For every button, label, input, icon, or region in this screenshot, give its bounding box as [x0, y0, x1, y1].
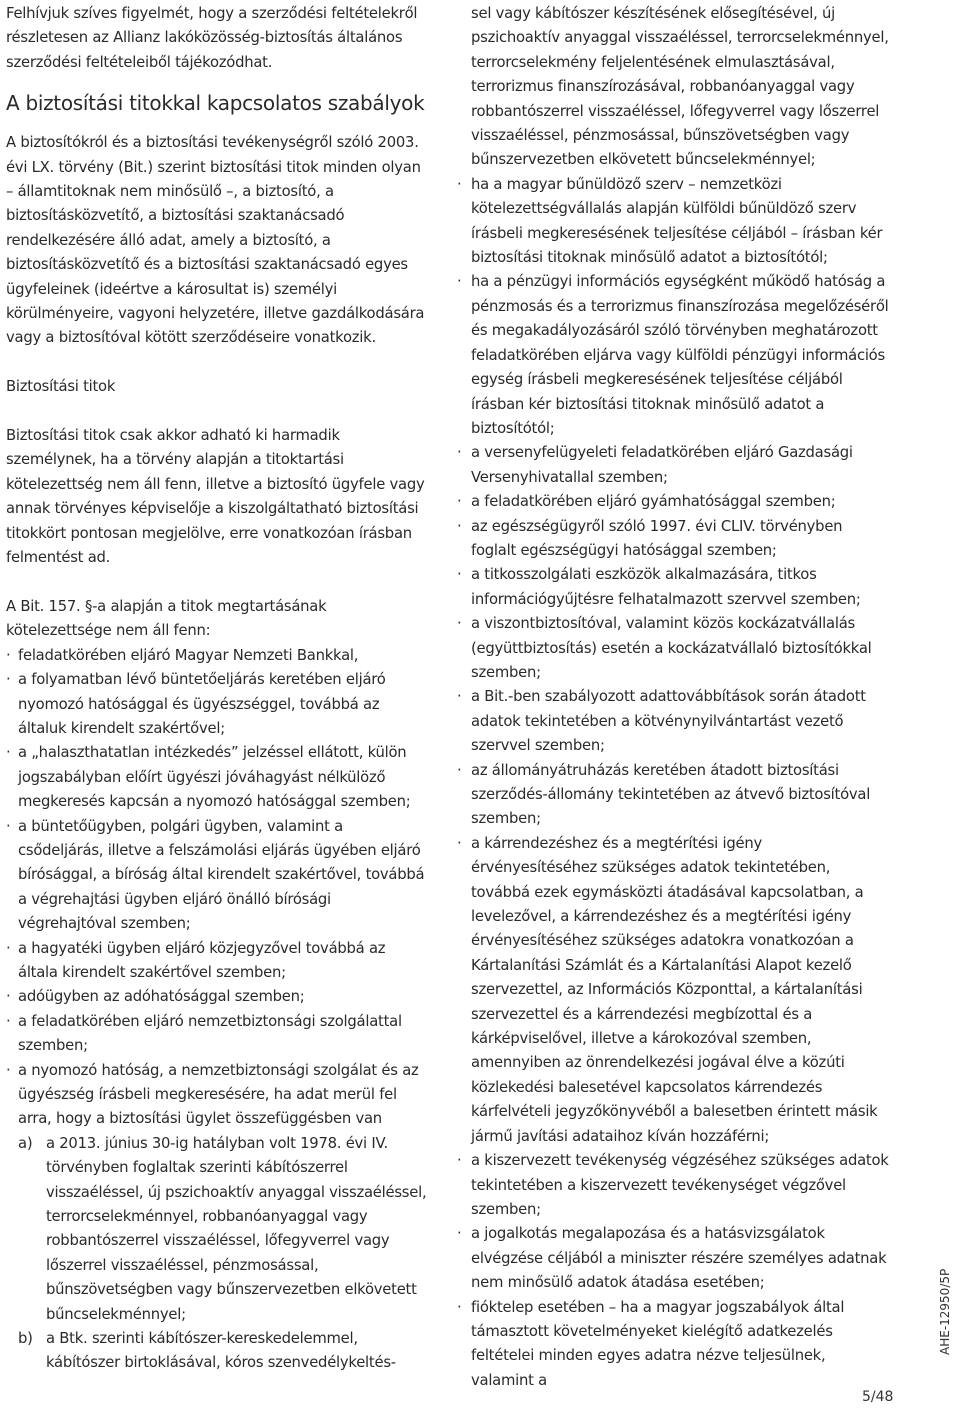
- continuation-text: sel vagy kábítószer készítésének elősegítésével, új pszichoaktív anyaggal visszaéléssel, terrorcselekménnyel, terrorcselekmény feljelentésének elmulasztásával, terrorizmus finanszírozásával, robbanóanyaggal vagy robbantószerrel visszaéléssel, lőfegyverrel vagy lőszerrel visszaéléssel, pénzmosással, bűnszövetségben vagy bűnszervezetben elkövetett bűncselekménnyel;: [471, 5, 889, 169]
- intro-paragraph: Felhívjuk szíves figyelmét, hogy a szerződési feltételekről részletesen az Allianz lakóközösség-biztosítás általános szerződési feltételeiből tájékozódhat.: [6, 5, 418, 71]
- left-column: [6, 2, 429, 1376]
- subheading: Biztosítási titok: [6, 378, 116, 396]
- list-item: · a nyomozó hatóság, a nemzetbiztonsági szolgálat és az ügyészség írásbeli megkeresésére, ha adat merül fel arra, hogy a biztosítási ügylet összefüggésben van: [6, 1059, 429, 1132]
- page-number: 5/48: [862, 1389, 894, 1405]
- list-item: · a viszontbiztosítóval, valamint közös kockázatvállalás (együttbiztosítás) esetén a kockázatvállaló biztosítókkal szemben;: [471, 612, 889, 685]
- sub-list-marker: b): [18, 1330, 33, 1348]
- list-item: · a „halaszthatatlan intézkedés” jelzéssel ellátott, külön jogszabályban előírt ügyészi jóváhagyást nélkülöző megkeresés kapcsán a nyomozó hatósággal szemben;: [6, 741, 429, 814]
- list-item: · a kiszervezett tevékenység végzéséhez szükséges adatok tekintetében a kiszervezett tevékenységet végzővel szemben;: [471, 1149, 889, 1222]
- list-item: · a versenyfelügyeleti feladatkörében eljáró Gazdasági Versenyhivatallal szemben;: [471, 441, 889, 490]
- definition-paragraph: A biztosítókról és a biztosítási tevékenységről szóló 2003. évi LX. törvény (Bit.) szerint biztosítási titok minden olyan – államtitoknak nem minősülő –, a biztosító, a biztosításközvetítő, a biztosítási szaktanácsadó rendelkezésére álló adat, amely a biztosító, a biztosításközvetítő és a biztosítási szaktanácsadó egyes ügyfeleinek (ideértve a károsultat is) személyi körülményeire, vagyoni helyzetére, illetve gazdálkodására vagy a biztosítóval kötött szerződéseire vonatkozik.: [6, 134, 425, 347]
- sub-list-item: [18, 1327, 429, 1376]
- sub-list: [6, 1132, 429, 1376]
- list-item: · ha a magyar bűnüldöző szerv – nemzetközi kötelezettségvállalás alapján külföldi bűnüldöző szerv írásbeli megkeresésének teljesítése céljából – írásban kér biztosítási titoknak minősülő adatot a biztosítótól;: [471, 173, 889, 271]
- list-item: · a titkosszolgálati eszközök alkalmazására, titkos információgyűjtésre felhatalmazott szervvel szemben;: [471, 563, 889, 612]
- list-item: · a feladatkörében eljáró nemzetbiztonsági szolgálattal szemben;: [6, 1010, 429, 1059]
- list-item: · ha a pénzügyi információs egységként működő hatóság a pénzmosás és a terrorizmus finanszírozása megelőzéséről és megakadályozásáról szóló törvényben meghatározott feladatkörében eljárva vagy külföldi pénzügyi információs egység írásbeli megkeresésének teljesítése céljából írásban kér biztosítási titoknak minősülő adatot a biztosítótól;: [471, 270, 889, 441]
- list-item: · a folyamatban lévő büntetőeljárás keretében eljáró nyomozó hatósággal és ügyészséggel, továbbá az általuk kirendelt szakértővel;: [6, 668, 429, 741]
- sub-list-marker: a): [18, 1134, 33, 1152]
- right-column: [471, 2, 889, 1393]
- list-item: · a hagyatéki ügyben eljáró közjegyzővel továbbá az általa kirendelt szakértővel szemben;: [6, 937, 429, 986]
- exceptions-list-left: [6, 644, 429, 1132]
- list-item: · a feladatkörében eljáró gyámhatósággal szemben;: [471, 490, 889, 514]
- document-code: AHE-12950/5P: [938, 1268, 952, 1355]
- list-item: · az állományátruházás keretében átadott biztosítási szerződés-állomány tekintetében az átvevő biztosítóval szemben;: [471, 759, 889, 832]
- exceptions-list-right: [471, 173, 889, 1393]
- sub-list-text: a 2013. június 30-ig hatályban volt 1978. évi IV. törvényben foglaltak szerinti kábítószerrel visszaéléssel, új pszichoaktív anyaggal visszaéléssel, terrorcselekménnyel, robbanóanyaggal vagy robbantószerrel visszaéléssel, lőfegyverrel vagy lőszerrel visszaéléssel, pénzmosással, bűnszövetségben vagy bűnszervezetben elkövetett bűncselekménnyel;: [46, 1134, 427, 1323]
- list-item: · feladatkörében eljáró Magyar Nemzeti Bankkal,: [6, 644, 429, 668]
- list-item: · a kárrendezéshez és a megtérítési igény érvényesítéséhez szükséges adatok tekintetében, továbbá ezek egymásközti átadásával kapcsolatban, a levelezővel, a kárrendezéshez és a megtérítési igény érvényesítéséhez szükséges adatokra vonatkozóan a Kártalanítási Számlát és a Kártalanítási Alapot kezelő szervezettel, az Információs Központtal, a kártalanítási szervezettel és a kárrendezési megbízottal és a kárképviselővel, illetve a károkozóval szemben, amennyiben az önrendelkezési jogával élve a közúti közlekedési balesetével kapcsolatos kárrendezés kárfelvételi jegyzőkönyvéből a balesetben érintett másik jármű javítási adataihoz kíván hozzáférni;: [471, 832, 889, 1149]
- sub-list-text: a Btk. szerinti kábítószer-kereskedelemmel, kábítószer birtoklásával, kóros szenvedélykeltés-: [46, 1330, 396, 1372]
- list-item: · fióktelep esetében – ha a magyar jogszabályok által támasztott követelményeket kielégítő adatkezelés feltételei minden egyes adatra nézve teljesülnek, valamint a: [471, 1296, 889, 1394]
- list-item: · a büntetőügyben, polgári ügyben, valamint a csődeljárás, illetve a felszámolási eljárás ügyében eljáró bírósággal, a bíróság által kirendelt szakértővel, továbbá a végrehajtási ügyben eljáró önálló bírósági végrehajtóval szemben;: [6, 815, 429, 937]
- list-item: · az egészségügyről szóló 1997. évi CLIV. törvényben foglalt egészségügyi hatósággal szemben;: [471, 515, 889, 564]
- sub-list-item: [18, 1132, 429, 1327]
- disclosure-paragraph: Biztosítási titok csak akkor adható ki harmadik személynek, ha a törvény alapján a titoktartási kötelezettség nem áll fenn, illetve a biztosító ügyfele vagy annak törvényes képviselője a kiszolgáltatható biztosítási titokkört pontosan megjelölve, erre vonatkozóan írásban felmentést ad.: [6, 427, 425, 567]
- section-heading: A biztosítási titokkal kapcsolatos szabályok: [6, 91, 425, 116]
- list-item: · adóügyben az adóhatósággal szemben;: [6, 985, 429, 1009]
- list-item: · a jogalkotás megalapozása és a hatásvizsgálatok elvégzése céljából a miniszter részére személyes adatnak nem minősülő adatok átadása esetében;: [471, 1222, 889, 1295]
- exceptions-intro: A Bit. 157. §-a alapján a titok megtartásának kötelezettsége nem áll fenn:: [6, 597, 327, 640]
- list-item: · a Bit.-ben szabályozott adattovábbítások során átadott adatok tekintetében a kötvénynyilvántartást vezető szervvel szemben;: [471, 685, 889, 758]
